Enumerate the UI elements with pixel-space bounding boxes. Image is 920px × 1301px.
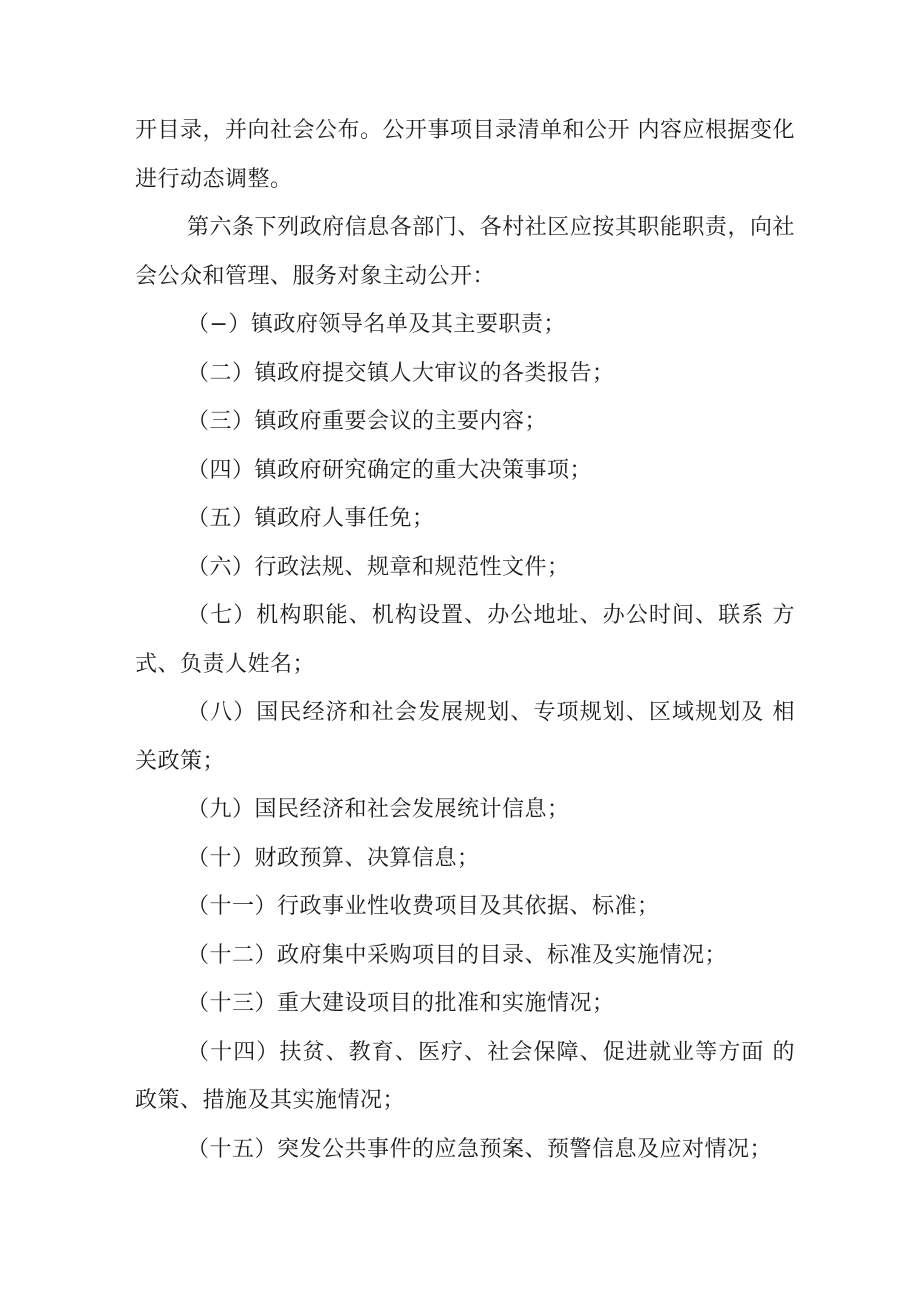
list-item-1: （−）镇政府领导名单及其主要职责； bbox=[187, 312, 566, 337]
article-six-paragraph: 第六条下列政府信息各部门、各村社区应按其职能职责，向社会公众和管理、服务对象主动公开： bbox=[135, 215, 795, 289]
list-item-3: （三）镇政府重要会议的主要内容； bbox=[187, 409, 548, 434]
list-item-7: （七）机构职能、机构设置、办公地址、办公时间、联系 方式、负责人姓名； bbox=[135, 603, 795, 677]
list-item-10: （十）财政预算、决算信息； bbox=[187, 845, 480, 871]
list-item-6: （六）行政法规、规章和规范性文件； bbox=[187, 554, 570, 580]
list-item-14: （十四）扶贫、教育、医疗、社会保障、促进就业等方面 的政策、措施及其实施情况； bbox=[135, 1039, 795, 1113]
list-item-8: （八）国民经济和社会发展规划、专项规划、区域规划及 相关政策； bbox=[135, 700, 795, 774]
list-item-9: （九）国民经济和社会发展统计信息； bbox=[187, 797, 570, 822]
list-item-11: （十一）行政事业性收费项目及其依据、标准； bbox=[187, 894, 660, 919]
list-item-5: （五）镇政府人事任免； bbox=[187, 506, 435, 531]
list-item-4: （四）镇政府研究确定的重大决策事项； bbox=[187, 457, 593, 483]
document-body bbox=[135, 107, 795, 1174]
list-item-13: （十三）重大建设项目的批准和实施情况； bbox=[187, 991, 615, 1016]
list-item-12: （十二）政府集中采购项目的目录、标准及实施情况； bbox=[187, 942, 728, 968]
list-item-2: （二）镇政府提交镇人大审议的各类报告； bbox=[187, 360, 615, 386]
paragraph-continuation: 开目录，并向社会公布。公开事项目录清单和公开 内容应根据变化进行动态调整。 bbox=[135, 118, 795, 192]
list-item-15: （十五）突发公共事件的应急预案、预警信息及应对情况； bbox=[187, 1136, 773, 1162]
